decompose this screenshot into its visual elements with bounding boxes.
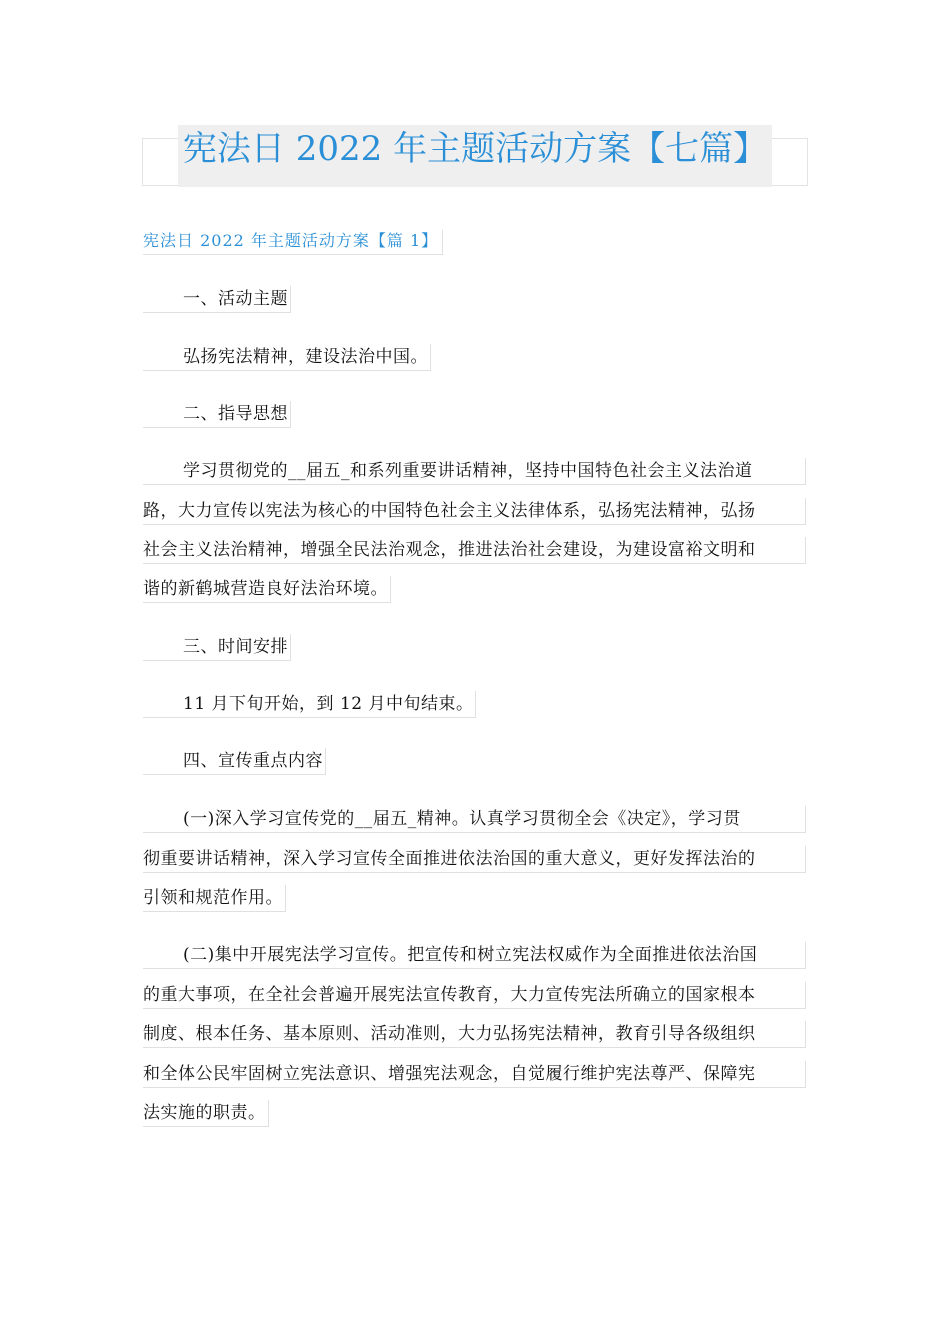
heading-guiding-ideology: 二、指导思想 (143, 401, 291, 428)
guiding-ideology-line-4: 谐的新鹤城营造良好法治环境。 (143, 576, 391, 603)
publicity-item-1-line-3: 引领和规范作用。 (143, 885, 286, 912)
publicity-item-2-line-4: 和全体公民牢固树立宪法意识、增强宪法观念，自觉履行维护宪法尊严、保障宪 (143, 1061, 806, 1088)
activity-theme-text: 弘扬宪法精神，建设法治中国。 (143, 344, 431, 371)
publicity-item-2-line-5: 法实施的职责。 (143, 1100, 269, 1127)
publicity-item-2-line-2: 的重大事项，在全社会普遍开展宪法宣传教育，大力宣传宪法所确立的国家根本 (143, 982, 806, 1009)
section-subtitle: 宪法日 2022 年主题活动方案【篇 1】 (143, 230, 443, 255)
guiding-ideology-line-3: 社会主义法治精神，增强全民法治观念，推进法治社会建设，为建设富裕文明和 (143, 537, 806, 564)
heading-publicity-focus: 四、宣传重点内容 (143, 748, 326, 775)
publicity-item-1-line-1: (一)深入学习宣传党的__届五_精神。认真学习贯彻全会《决定》，学习贯 (143, 806, 806, 833)
publicity-item-2-line-3: 制度、根本任务、基本原则、活动准则，大力弘扬宪法精神，教育引导各级组织 (143, 1021, 806, 1048)
document-title: 宪法日 2022 年主题活动方案【七篇】 (182, 129, 768, 169)
publicity-item-1-line-2: 彻重要讲话精神，深入学习宣传全面推进依法治国的重大意义，更好发挥法治的 (143, 846, 806, 873)
guiding-ideology-line-2: 路，大力宣传以宪法为核心的中国特色社会主义法律体系，弘扬宪法精神，弘扬 (143, 498, 806, 525)
schedule-text: 11 月下旬开始，到 12 月中旬结束。 (143, 691, 476, 718)
publicity-item-2-line-1: (二)集中开展宪法学习宣传。把宣传和树立宪法权威作为全面推进依法治国 (143, 942, 806, 969)
heading-activity-theme: 一、活动主题 (143, 286, 291, 313)
guiding-ideology-line-1: 学习贯彻党的__届五_和系列重要讲话精神，坚持中国特色社会主义法治道 (143, 458, 806, 485)
heading-schedule: 三、时间安排 (143, 634, 291, 661)
